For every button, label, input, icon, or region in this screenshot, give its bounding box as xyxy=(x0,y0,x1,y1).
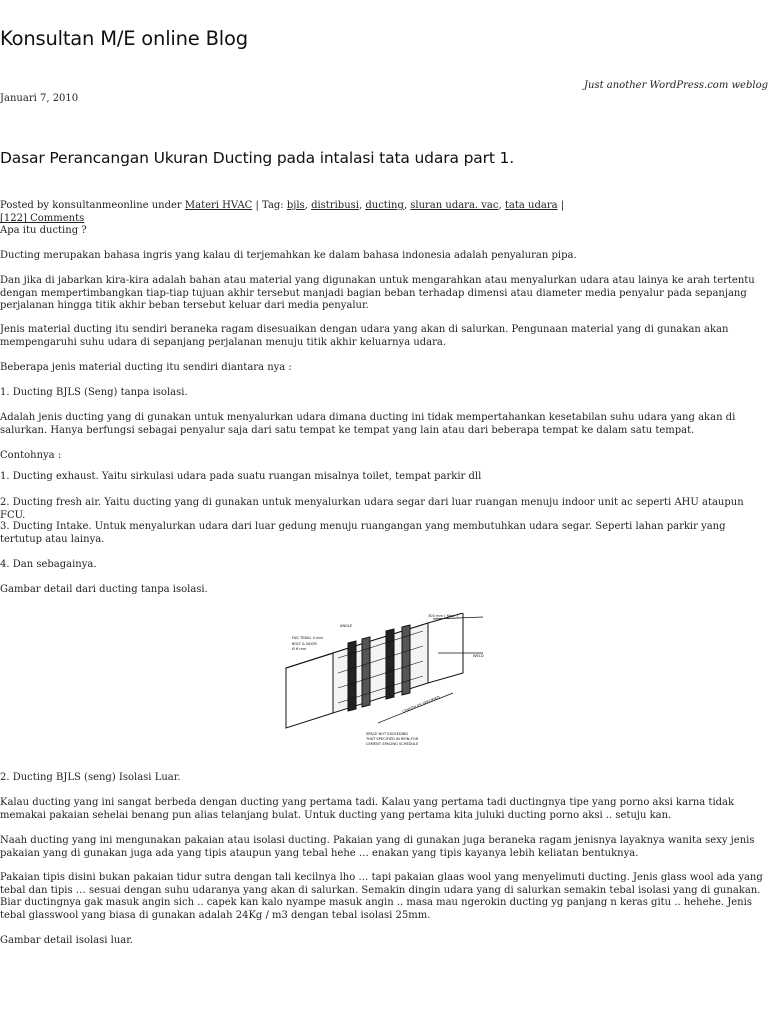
paragraph: Contohnya : xyxy=(0,450,62,461)
figure-label-bolt: BOLT & NOOR xyxy=(292,642,317,646)
tag-link-ducting[interactable]: ducting xyxy=(365,200,404,211)
post-meta xyxy=(0,199,768,225)
paragraph: Gambar detail dari ducting tanpa isolasi. xyxy=(0,584,208,595)
section-heading: 1. Ducting BJLS (Seng) tanpa isolasi. xyxy=(0,387,188,398)
paragraph: Pakaian tipis disini bukan pakaian tidur sutra dengan tali kecilnya lho … tapi pakaian glaas wool yang menyelimuti ducting. Jenis glass wool ada yang tebal dan tipis … sesuai dengan suhu udaranya yang akan di salurkan. Semakin dingin udara yang di salurkan semakin tebal isolasi yang di gunakan. Biar ductingnya gak masuk angin sich .. capek kan kalo nyampe masuk angin .. masa mau ngerokin ducting yg panjang n keras gitu .. hehehe. Jenis tebal glasswool yang biasa di gunakan adalah 24Kg / m3 dengan tebal isolasi 25mm. xyxy=(0,872,763,921)
tag-prefix: | Tag: xyxy=(252,200,287,211)
paragraph: Gambar detail isolasi luar. xyxy=(0,935,134,946)
tag-separator: , xyxy=(358,200,363,211)
paragraph: Dan jika di jabarkan kira-kira adalah bahan atau material yang digunakan untuk mengarahkan atau menyalurkan udara atau lainya ke arah tertentu dengan mempertimbangkan tiap-tiap tujuan akhir tersebut manjadi bagian beban terhadap dimensi atau diameter media penyalur pada sepanjang perjalanan hingga titik akhir beban tersebut keluar dari media penyalur. xyxy=(0,275,755,311)
list-item: 4. Dan sebagainya. xyxy=(0,559,97,570)
comments-link[interactable]: [122] Comments xyxy=(0,213,85,224)
figure-label-flange: FAG TEBAL 4 mm xyxy=(292,636,324,640)
site-tagline: Just another WordPress.com weblog xyxy=(584,80,768,91)
figure-label-top: 300 mm ( Max. ) xyxy=(428,614,458,618)
figure-note-3: CEMENT SPACING SCHEDULE xyxy=(366,742,419,746)
meta-end-bar: | xyxy=(557,200,565,211)
paragraph: Adalah jenis ducting yang di gunakan untuk menyalurkan udara dimana ducting ini tidak mempertahankan kesetabilan suhu udara yang akan di salurkan. Hanya berfungsi sebagai penyalur saja dari satu tempat ke tempat yang lain atau dari beberapa tempat ke dalam satu tempat. xyxy=(0,412,736,436)
figure-note-1: SPACE NOT EXCEEDING xyxy=(366,732,409,736)
tag-separator: , xyxy=(498,200,502,211)
posted-by-text: Posted by konsultanmeonline under xyxy=(0,200,185,211)
list-item: 3. Ducting Intake. Untuk menyalurkan udara dari luar gedung menuju ruangangan yang membutuhkan udara segar. Seperti lahan parkir yang tertutup atau lainya. xyxy=(0,521,726,545)
post-title[interactable]: Dasar Perancangan Ukuran Ducting pada intalasi tata udara part 1. xyxy=(0,149,515,167)
paragraph: Apa itu ducting ? xyxy=(0,225,87,236)
paragraph: Naah ducting yang ini mengunakan pakaian atau isolasi ducting. Pakaian yang di gunakan juga beraneka ragam jenisnya layaknya wanita sexy jenis pakaian yang di gunakan juga ada yang tipis ataupun yang tebal hehe … enakan yang tipis kayanya lebih keliatan bentuknya. xyxy=(0,835,755,859)
post-date: Januari 7, 2010 xyxy=(0,93,79,104)
section-heading: 2. Ducting BJLS (seng) Isolasi Luar. xyxy=(0,772,181,783)
figure-label-weld: WELD xyxy=(473,654,484,658)
tag-link-tata-udara[interactable]: tata udara xyxy=(504,200,558,211)
figure-label-angle: ANGLE xyxy=(340,624,353,628)
figure-label-diag: LENGTH AS SPECIFIED xyxy=(401,695,441,714)
paragraph: Ducting merupakan bahasa ingris yang kalau di terjemahkan ke dalam bahasa indonesia adalah penyaluran pipa. xyxy=(0,250,577,261)
tag-separator: , xyxy=(403,200,408,211)
list-item: 2. Ducting fresh air. Yaitu ducting yang di gunakan untuk menyalurkan udara segar dari luar ruangan menuju indoor unit ac seperti AHU ataupun FCU. xyxy=(0,497,744,521)
list-item: 1. Ducting exhaust. Yaitu sirkulasi udara pada suatu ruangan misalnya toilet, tempat parkir dll xyxy=(0,471,482,482)
duct-detail-drawing xyxy=(278,613,500,753)
site-title[interactable]: Konsultan M/E online Blog xyxy=(0,27,248,50)
tag-link-sluran-udara[interactable]: sluran udara. vac xyxy=(410,200,499,211)
figure-note-2: THAT SPECIFIED IN REIN-FOR xyxy=(366,737,419,741)
paragraph: Kalau ducting yang ini sangat berbeda dengan ducting yang pertama tadi. Kalau yang pertama tadi ductingnya tipe yang porno aksi karna tidak memakai pakaian sehelai benang pun alias telanjang bulat. Untuk ducting yang pertama kita juluki ducting porno aksi .. setuju kan. xyxy=(0,797,735,821)
tag-link-bjls[interactable]: bjls xyxy=(286,200,305,211)
tag-link-distribusi[interactable]: distribusi xyxy=(311,200,359,211)
figure-label-bolt-size: Ø 6 mm xyxy=(292,647,307,651)
tag-separator: , xyxy=(304,200,308,211)
category-link[interactable]: Materi HVAC xyxy=(184,200,253,211)
paragraph: Beberapa jenis material ducting itu sendiri diantara nya : xyxy=(0,362,292,373)
paragraph: Jenis material ducting itu sendiri beraneka ragam disesuaikan dengan udara yang akan di salurkan. Pengunaan material yang di gunakan akan mempengaruhi suhu udara di sepanjang perjalanan menuju titik akhir keluarnya udara. xyxy=(0,324,729,348)
